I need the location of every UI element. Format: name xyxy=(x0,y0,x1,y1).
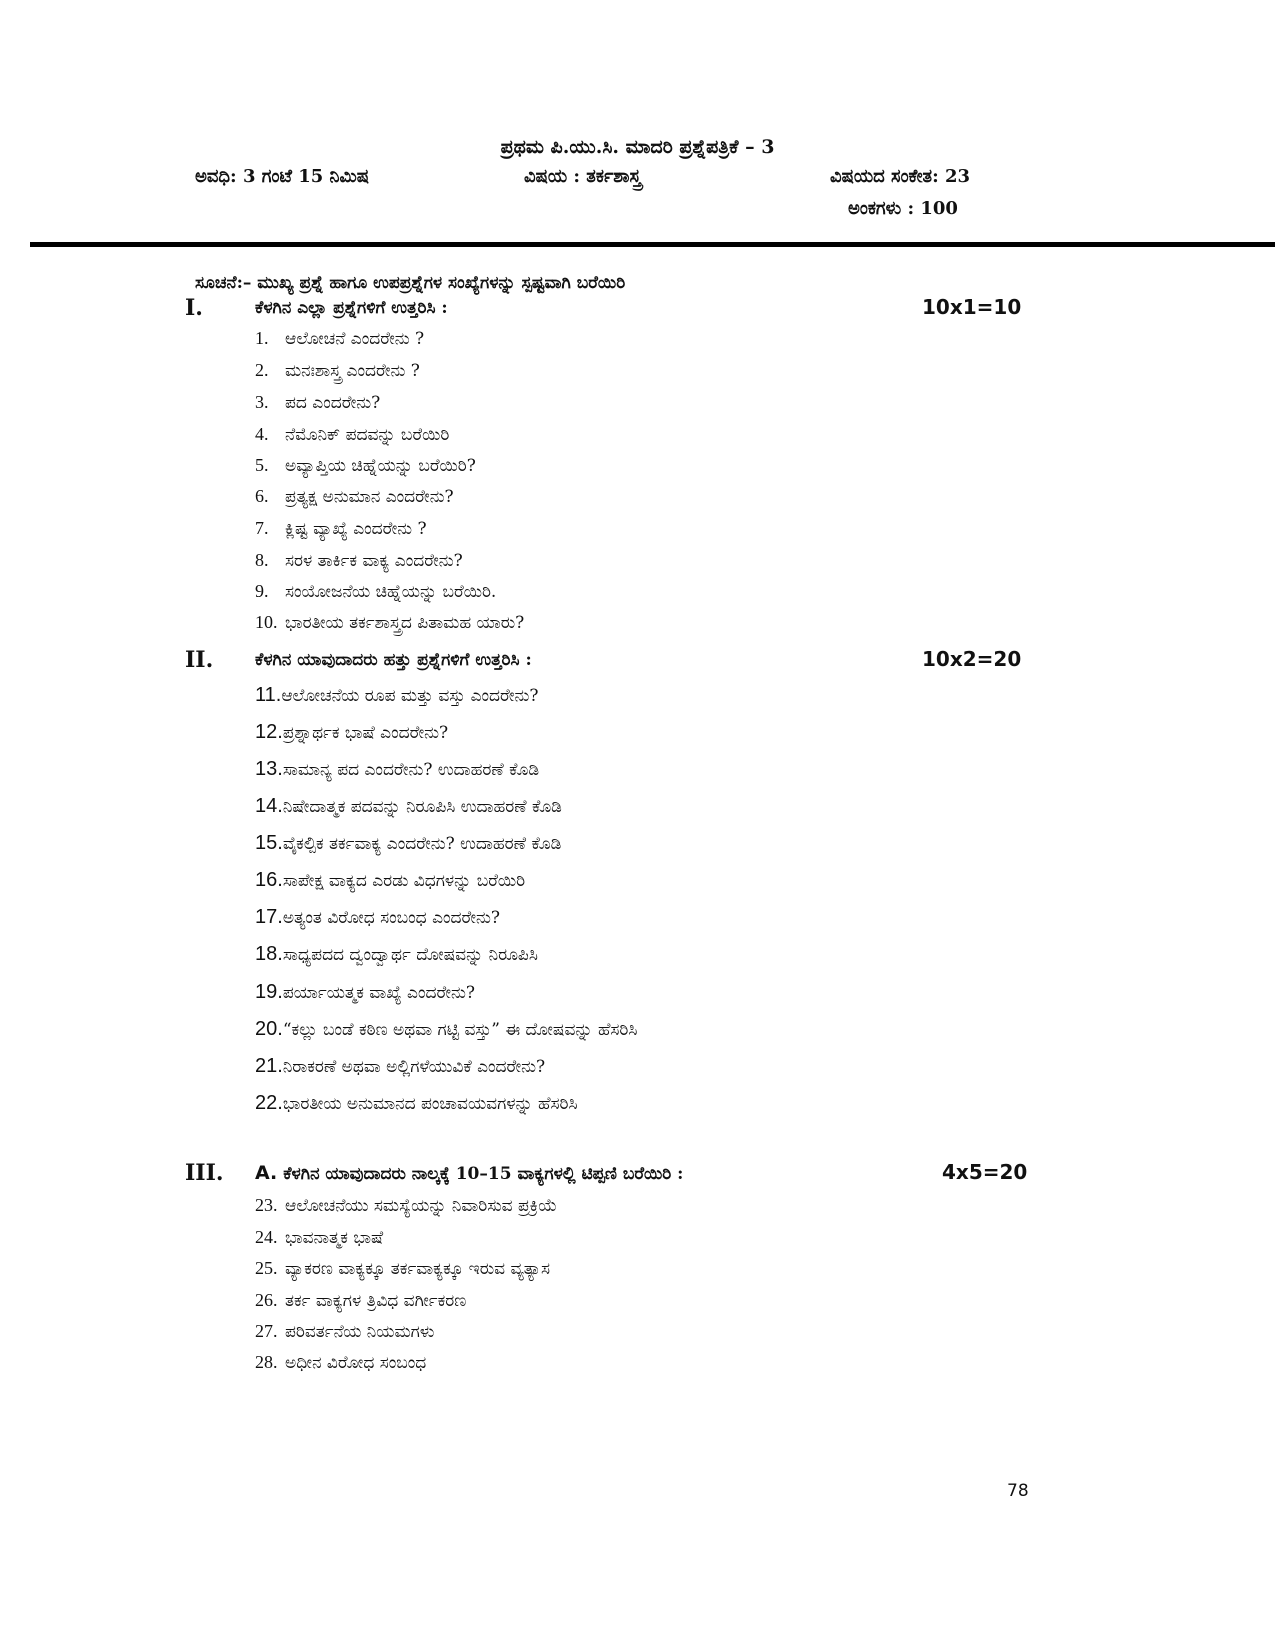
question-number: 15. xyxy=(255,832,283,854)
question-item xyxy=(255,981,475,1004)
question-item xyxy=(255,1290,466,1311)
question-text: ಭಾರತೀಯ ಅನುಮಾನದ ಪಂಚಾವಯವಗಳನ್ನು ಹೆಸರಿಸಿ xyxy=(282,1094,578,1114)
question-text: ಅವ್ಯಾಪ್ತಿಯ ಚಿಹ್ನೆಯನ್ನು ಬರೆಯಿರಿ? xyxy=(285,456,476,476)
question-text: ಆಲೋಚನೆ ಎಂದರೇನು ? xyxy=(285,329,425,349)
question-item xyxy=(255,943,538,966)
question-number: 21. xyxy=(255,1055,283,1077)
question-number: 19. xyxy=(255,981,283,1003)
question-number: 14. xyxy=(255,795,283,817)
duration: ಅವಧಿ: 3 ಗಂಟೆ 15 ನಿಮಿಷ xyxy=(195,166,370,187)
question-item xyxy=(255,550,463,571)
question-item xyxy=(255,392,380,413)
question-number: 8. xyxy=(255,550,269,570)
section-part-label: A. xyxy=(255,1162,278,1184)
paper-title: ಪ್ರಥಮ ಪಿ.ಯು.ಸಿ. ಮಾದರಿ ಪ್ರಶ್ನೆಪತ್ರಿಕೆ – 3 xyxy=(500,136,775,158)
question-number: 16. xyxy=(255,869,283,891)
question-number: 7. xyxy=(255,518,269,538)
section-number: III. xyxy=(185,1160,224,1186)
question-number: 1. xyxy=(255,328,269,348)
question-item xyxy=(255,1018,637,1041)
question-text: ಸರಳ ತಾರ್ಕಿಕ ವಾಕ್ಯ ಎಂದರೇನು? xyxy=(285,551,463,571)
question-text: ಸಾಧ್ಯಪದದ ದ್ವಂದ್ವಾರ್ಥ ದೋಷವನ್ನು ನಿರೂಪಿಸಿ xyxy=(282,945,538,965)
question-text: ಪರಿವರ್ತನೆಯ ನಿಯಮಗಳು xyxy=(285,1322,435,1342)
question-number: 3. xyxy=(255,392,269,412)
total-marks: ಅಂಕಗಳು : 100 xyxy=(848,198,958,219)
question-item xyxy=(255,721,448,744)
question-item xyxy=(255,455,476,476)
question-item xyxy=(255,1092,578,1115)
question-number: 2. xyxy=(255,360,269,380)
question-text: ಪದ ಎಂದರೇನು? xyxy=(285,393,381,413)
question-text: ಆಲೋಚನೆಯ ರೂಪ ಮತ್ತು ವಸ್ತು ಎಂದರೇನು? xyxy=(281,686,539,706)
question-text: ಸಾಪೇಕ್ಷ ವಾಕ್ಯದ ಎರಡು ವಿಧಗಳನ್ನು ಬರೆಯಿರಿ xyxy=(282,871,526,891)
question-text: ನಿಷೇದಾತ್ಮಕ ಪದವನ್ನು ನಿರೂಪಿಸಿ ಉದಾಹರಣೆ ಕೊಡಿ xyxy=(282,797,562,817)
question-number: 12. xyxy=(255,721,283,743)
question-text: ಪರ್ಯಾಯತ್ಮಕ ವಾಖ್ಯೆ ಎಂದರೇನು? xyxy=(282,983,475,1003)
question-text: “ಕಲ್ಲು ಬಂಡೆ ಕಠಿಣ ಅಥವಾ ಗಟ್ಟಿ ವಸ್ತು” ಈ ದೋಷವನ್ನು ಹೆಸರಿಸಿ xyxy=(282,1020,638,1040)
question-text: ವ್ಯಾಕರಣ ವಾಕ್ಯಕ್ಕೂ ತರ್ಕವಾಕ್ಯಕ್ಕೂ ಇರುವ ವ್ಯತ್ಯಾಸ xyxy=(285,1259,551,1279)
question-item xyxy=(255,795,562,818)
question-number: 4. xyxy=(255,424,269,444)
question-item xyxy=(255,486,454,507)
instruction: ಸೂಚನೆ:– ಮುಖ್ಯ ಪ್ರಶ್ನೆ ಹಾಗೂ ಉಪಪ್ರಶ್ನೆಗಳ ಸಂಖ್ಯೆಗಳನ್ನು ಸ್ಪಷ್ಟವಾಗಿ ಬರೆಯಿರಿ xyxy=(195,273,626,293)
question-number: 20. xyxy=(255,1018,283,1040)
question-item xyxy=(255,1227,383,1248)
section-marks: 10x2=20 xyxy=(922,647,1022,671)
question-number: 22. xyxy=(255,1092,283,1114)
question-item xyxy=(255,612,524,633)
question-text: ನಿರಾಕರಣೆ ಅಥವಾ ಅಲ್ಲಿಗಳೆಯುವಿಕೆ ಎಂದರೇನು? xyxy=(282,1057,546,1077)
question-number: 28. xyxy=(255,1352,278,1372)
section-heading: ಕೆಳಗಿನ ಎಲ್ಲಾ ಪ್ರಶ್ನೆಗಳಿಗೆ ಉತ್ತರಿಸಿ : xyxy=(255,298,448,318)
question-text: ಅಧೀನ ವಿರೋಧ ಸಂಬಂಧ xyxy=(285,1353,427,1373)
question-number: 9. xyxy=(255,581,269,601)
question-text: ಸಂಯೋಜನೆಯ ಚಿಹ್ನೆಯನ್ನು ಬರೆಯಿರಿ. xyxy=(285,582,497,602)
header-divider xyxy=(30,242,1275,247)
question-item xyxy=(255,360,420,381)
section-number: I. xyxy=(185,295,203,321)
section-marks: 10x1=10 xyxy=(922,295,1022,319)
question-text: ಮನಃಶಾಸ್ತ್ರ ಎಂದರೇನು ? xyxy=(285,361,420,381)
question-item xyxy=(255,832,561,855)
question-text: ಕ್ಲಿಷ್ಟ ವ್ಯಾಖ್ಯೆ ಎಂದರೇನು ? xyxy=(285,519,427,539)
subject: ವಿಷಯ : ತರ್ಕಶಾಸ್ತ್ರ xyxy=(524,166,642,187)
question-item xyxy=(255,1258,550,1279)
question-number: 5. xyxy=(255,455,269,475)
question-item xyxy=(255,1195,557,1216)
question-text: ಸಾಮಾನ್ಯ ಪದ ಎಂದರೇನು? ಉದಾಹರಣೆ ಕೊಡಿ xyxy=(282,760,540,780)
question-number: 6. xyxy=(255,486,269,506)
question-number: 24. xyxy=(255,1227,278,1247)
question-item xyxy=(255,1321,434,1342)
question-number: 17. xyxy=(255,906,283,928)
question-item xyxy=(255,684,539,707)
question-item xyxy=(255,869,525,892)
question-number: 18. xyxy=(255,943,283,965)
question-number: 10. xyxy=(255,612,278,632)
question-text: ನೆಮೊನಿಕ್ ಪದವನ್ನು ಬರೆಯಿರಿ xyxy=(285,425,450,445)
question-number: 25. xyxy=(255,1258,278,1278)
question-number: 26. xyxy=(255,1290,278,1310)
section-marks: 4x5=20 xyxy=(942,1160,1028,1184)
question-item xyxy=(255,906,500,929)
section-heading-text: ಕೆಳಗಿನ ಯಾವುದಾದರು ನಾಲ್ಕಕ್ಕೆ 10–15 ವಾಕ್ಯಗಳಲ್ಲಿ ಟಿಪ್ಪಣಿ ಬರೆಯಿರಿ : xyxy=(283,1164,684,1184)
question-text: ಪ್ರಶ್ನಾರ್ಥಕ ಭಾಷೆ ಎಂದರೇನು? xyxy=(282,723,449,743)
question-item xyxy=(255,1352,426,1373)
question-number: 11. xyxy=(255,684,282,706)
subject-code: ವಿಷಯದ ಸಂಕೇತ: 23 xyxy=(830,166,971,187)
question-text: ಪ್ರತ್ಯಕ್ಷ ಅನುಮಾನ ಎಂದರೇನು? xyxy=(285,487,454,507)
question-item xyxy=(255,581,496,602)
question-text: ಅತ್ಯಂತ ವಿರೋಧ ಸಂಬಂಧ ಎಂದರೇನು? xyxy=(282,908,501,928)
question-item xyxy=(255,518,427,539)
page-number: 78 xyxy=(1007,1481,1029,1501)
question-text: ಭಾರತೀಯ ತರ್ಕಶಾಸ್ತ್ರದ ಪಿತಾಮಹ ಯಾರು? xyxy=(285,613,525,633)
section-heading: ಕೆಳಗಿನ ಯಾವುದಾದರು ಹತ್ತು ಪ್ರಶ್ನೆಗಳಿಗೆ ಉತ್ತರಿಸಿ : xyxy=(255,650,532,670)
question-text: ವೈಕಲ್ಪಿಕ ತರ್ಕವಾಕ್ಯ ಎಂದರೇನು? ಉದಾಹರಣೆ ಕೊಡಿ xyxy=(282,834,562,854)
section-number: II. xyxy=(185,647,214,673)
question-item xyxy=(255,758,539,781)
question-number: 13. xyxy=(255,758,283,780)
question-item xyxy=(255,424,449,445)
question-text: ಭಾವನಾತ್ಮಕ ಭಾಷೆ xyxy=(285,1228,384,1248)
section-heading xyxy=(255,1162,683,1184)
question-item xyxy=(255,328,424,349)
question-item xyxy=(255,1055,545,1078)
question-number: 23. xyxy=(255,1195,278,1215)
question-text: ಆಲೋಚನೆಯು ಸಮಸ್ಯೆಯನ್ನು ನಿವಾರಿಸುವ ಪ್ರಕ್ರಿಯೆ xyxy=(285,1196,558,1216)
question-text: ತರ್ಕ ವಾಕ್ಯಗಳ ತ್ರಿವಿಧ ವರ್ಗೀಕರಣ xyxy=(285,1291,467,1311)
question-number: 27. xyxy=(255,1321,278,1341)
